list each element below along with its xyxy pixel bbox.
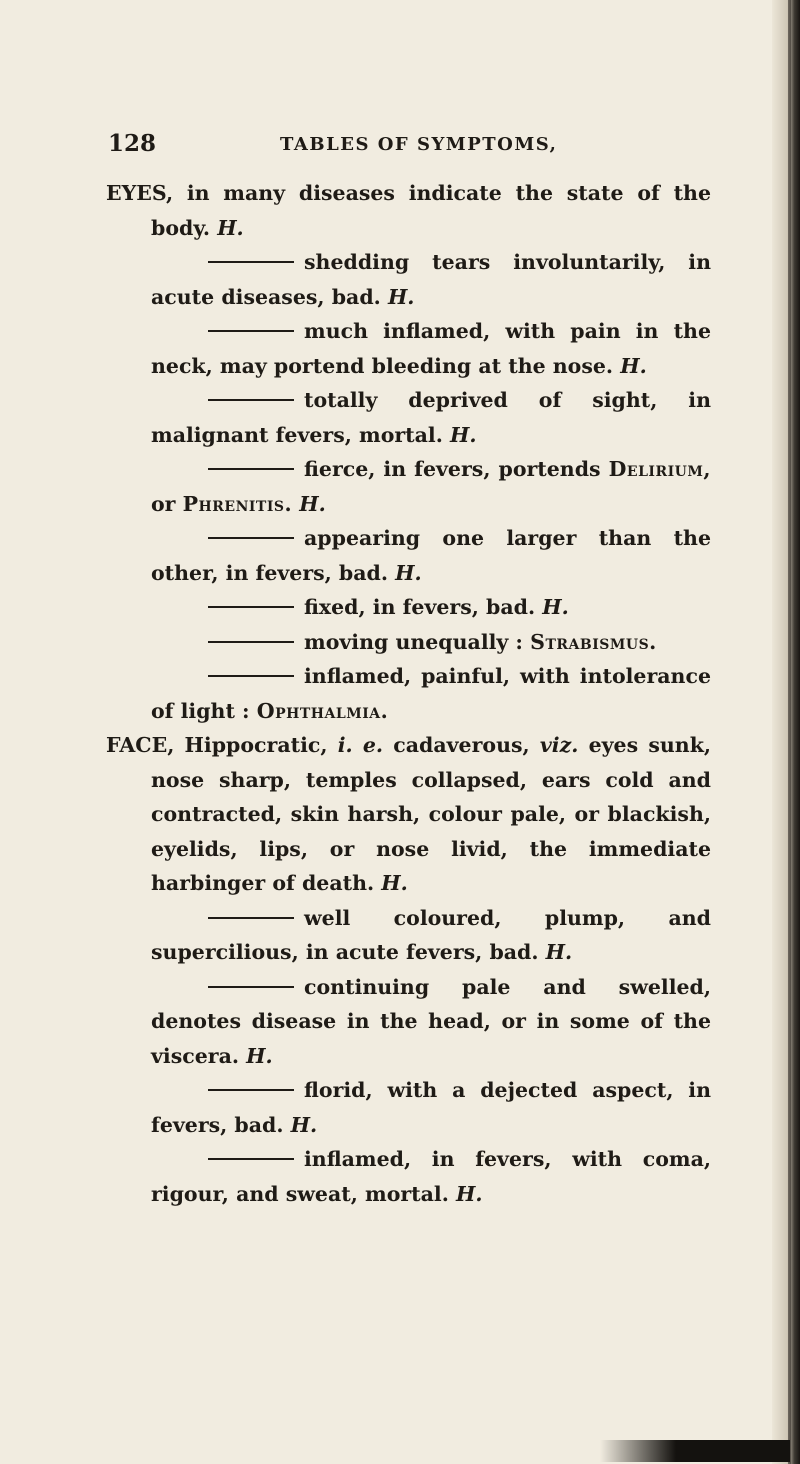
subentry-text: fixed, in fevers, bad. (304, 595, 536, 619)
author-ref: H. (387, 284, 415, 309)
subentry (106, 659, 711, 728)
subentry (106, 625, 711, 660)
page-edge (772, 0, 800, 1464)
subentry-text: fierce, in fevers, portends (304, 457, 601, 481)
author-ref: H. (455, 1181, 483, 1206)
author-ref: H. (542, 595, 569, 619)
ditto-dash (208, 1158, 294, 1160)
entry-text: cadaverous, (393, 733, 530, 757)
subentry (106, 521, 711, 590)
ditto-dash (208, 399, 294, 401)
subentry (106, 245, 711, 314)
term-phrenitis: Phrenitis. (182, 491, 293, 516)
running-title: TABLES OF SYMPTOMS, (280, 134, 558, 155)
scan-artifact (600, 1440, 790, 1462)
binding-shadow (788, 0, 791, 1464)
entry-text: EYES, in many diseases indicate the state of the body. (106, 181, 711, 240)
ditto-dash (208, 641, 294, 643)
author-ref: H. (620, 353, 647, 378)
subentry-text: appearing one larger than the other, in fevers, bad. (151, 526, 711, 585)
page-header (108, 130, 748, 170)
author-ref: H. (299, 491, 326, 516)
subentry-text: inflamed, painful, with intolerance of light : (151, 664, 711, 723)
subentry-text: well coloured, plump, and supercilious, in acute fevers, bad. (151, 905, 711, 964)
author-ref: H. (290, 1112, 318, 1137)
abbrev-viz: viz. (539, 733, 579, 757)
page-body (106, 176, 711, 1211)
page-number: 128 (108, 130, 157, 157)
author-ref: H. (381, 871, 408, 895)
subentry-text: or (151, 491, 176, 516)
entry-face (106, 728, 711, 901)
entry-text: FACE, Hippocratic, (106, 733, 328, 757)
subentry (106, 1073, 711, 1142)
subentry (106, 590, 711, 625)
author-ref: H. (450, 422, 477, 447)
subentry (106, 383, 711, 452)
subentry (106, 314, 711, 383)
ditto-dash (208, 675, 294, 677)
subentry-text: inflamed, in fevers, with coma, rigour, and sweat, mortal. (151, 1147, 711, 1206)
subentry (106, 1142, 711, 1211)
author-ref: H. (246, 1043, 273, 1068)
subentry-text: totally deprived of sight, in malignant fevers, mortal. (151, 388, 711, 447)
ditto-dash (208, 261, 294, 263)
term-delirium: Delirium, (608, 457, 711, 481)
ditto-dash (208, 986, 294, 988)
ditto-dash (208, 468, 294, 470)
subentry (106, 452, 711, 521)
entry-text: eyes sunk, nose sharp, temples collapsed, ears cold and contracted, skin harsh, colour pale, or blackish, eyelids, lips, or nose livid, the immediate harbinger of death. (151, 733, 712, 895)
ditto-dash (208, 606, 294, 608)
author-ref: H. (395, 560, 422, 585)
term-strabismus: Strabismus. (530, 629, 657, 654)
subentry (106, 901, 711, 970)
subentry (106, 970, 711, 1074)
ditto-dash (208, 917, 294, 919)
author-ref: H. (545, 940, 573, 964)
subentry-text: moving unequally : (304, 629, 524, 654)
subentry-text: much inflamed, with pain in the neck, may portend bleeding at the nose. (151, 319, 711, 378)
ditto-dash (208, 330, 294, 332)
author-ref: H. (217, 215, 244, 240)
abbrev-ie: i. e. (337, 733, 384, 757)
subentry-text: florid, with a dejected aspect, in fevers, bad. (151, 1078, 711, 1137)
term-ophthalmia: Ophthalmia. (256, 698, 389, 723)
ditto-dash (208, 1089, 294, 1091)
subentry-text: shedding tears involuntarily, in acute diseases, bad. (151, 250, 711, 309)
subentry-text: continuing pale and swelled, denotes disease in the head, or in some of the viscera. (151, 974, 711, 1068)
entry-eyes (106, 176, 711, 245)
ditto-dash (208, 537, 294, 539)
